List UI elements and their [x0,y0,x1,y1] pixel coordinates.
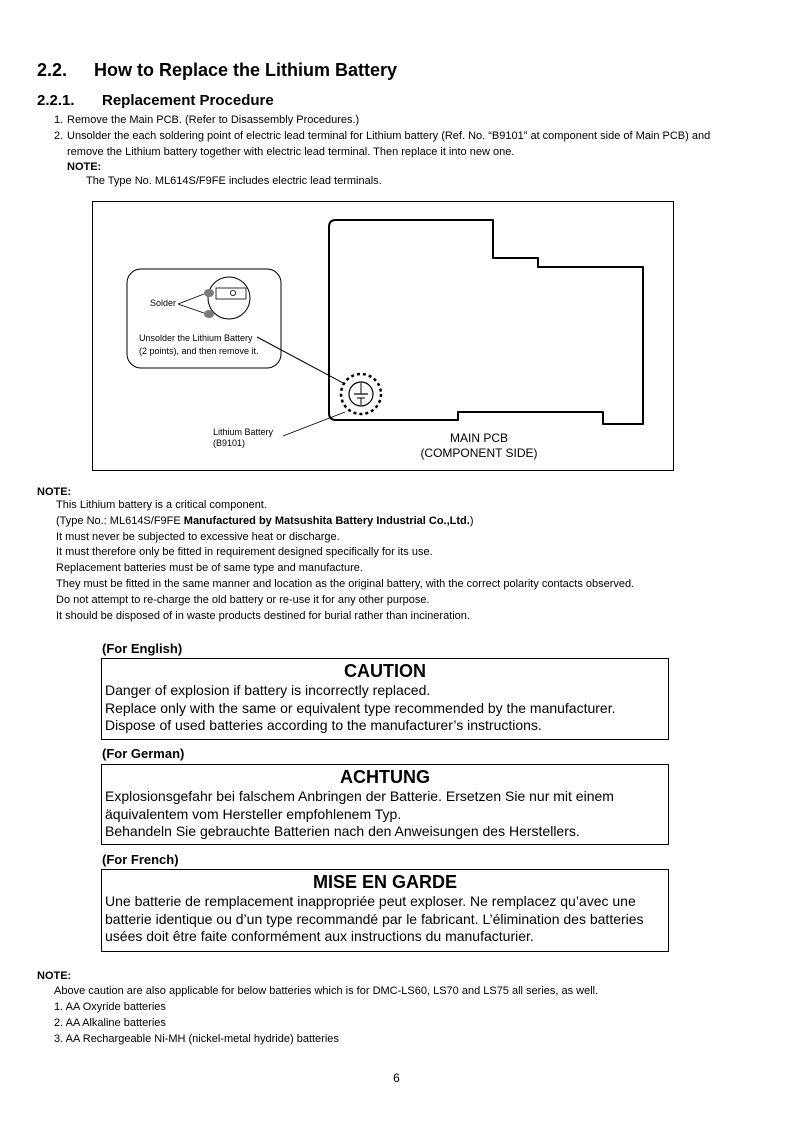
battery-note-line: This Lithium battery is a critical component. [56,499,267,511]
caution-line: äquivalentem vom Hersteller empfohlenem Typ. [105,805,402,822]
caution-line: Explosionsgefahr bei falschem Anbringen der Batterie. Ersetzen Sie nur mit einem [105,788,614,804]
battery-label-line-1: Lithium Battery [213,427,274,437]
caution-line: Dispose of used batteries according to the manufacturer’s instructions. [105,717,542,733]
battery-location-figure [92,201,674,471]
caution-line: batterie identique ou d’un type recommandé par le fabricant. L’élimination des batteries [105,910,644,927]
step-text: Remove the Main PCB. (Refer to Disassembly Procedures.) [67,114,360,126]
battery-label-leader [283,412,345,436]
caution-box-french [101,869,669,952]
bottom-note-body [54,983,598,1047]
step-note-label: NOTE: [67,161,102,173]
solder-point-upper [204,289,214,297]
battery-note-body [56,498,634,624]
battery-note-line: It should be disposed of in waste products destined for burial rather than incineration. [56,609,470,622]
battery-tab [216,288,246,299]
step-2 [54,128,744,160]
step-number: 1. [54,114,64,126]
battery-note-line: It must never be subjected to excessive heat or discharge. [56,530,340,543]
pcb-label-line-1: MAIN PCB [449,431,508,445]
german-label: (For German) [102,746,185,761]
battery-type-item: 1. AA Oxyride batteries [54,1001,166,1013]
pcb-label-line-2: (COMPONENT SIDE) [420,446,538,460]
caution-line: Une batterie de remplacement inappropriée peut exploser. Ne remplacez qu’avec une [105,893,636,909]
subsection-heading [37,92,274,109]
callout-leader [257,337,345,384]
caution-line: Replace only with the same or equivalent type recommended by the manufacturer. [105,699,616,716]
battery-note-label: NOTE: [37,486,72,498]
caution-line: Danger of explosion if battery is incorrectly replaced. [105,682,431,698]
battery-note-line: (Type No.: ML614S/F9FE Manufactured by Matsushita Battery Industrial Co.,Ltd.) [56,514,474,527]
caution-box-english [101,658,669,740]
caution-title-english: CAUTION [344,661,426,681]
section-number: 2.2. [37,60,68,80]
step-text: Unsolder the each soldering point of electric lead terminal for Lithium battery (Ref. No. “B9101” at component side of Main PCB) and remove the Lithium battery together with electric lead terminal. Then replace it into new one. [67,130,711,158]
english-label: (For English) [102,641,183,656]
battery-note-line: It must therefore only be fitted in requirement designed specifically for its use. [56,546,433,559]
step-number: 2. [54,130,64,142]
caution-box-german [101,764,669,845]
caution-title-german: ACHTUNG [340,767,430,787]
battery-note-line: They must be fitted in the same manner and location as the original battery, with the correct polarity contacts observed. [56,577,635,590]
subsection-title: Replacement Procedure [102,92,274,109]
battery-note-line: Replacement batteries must be of same type and manufacture. [56,562,363,575]
caution-line: Behandeln Sie gebrauchte Batterien nach den Anweisungen des Herstellers. [105,823,580,839]
instruction-line-1: Unsolder the Lithium Battery [139,333,253,343]
page-number: 6 [393,1071,400,1085]
section-heading [37,60,397,81]
step-1 [54,112,744,128]
battery-type-item: 3. AA Rechargeable Ni-MH (nickel-metal hydride) batteries [54,1033,339,1045]
caution-line: usées doit être faite conformément aux instructions du manufacturier. [105,928,534,944]
battery-label-line-2: (B9101) [213,438,246,448]
solder-label: Solder [150,298,177,308]
manufacturer-name: Manufactured by Matsushita Battery Industrial Co.,Ltd. [183,514,470,527]
battery-type-item: 2. AA Alkaline batteries [54,1017,166,1029]
bottom-note-intro: Above caution are also applicable for below batteries which is for DMC-LS60, LS70 and LS75 all series, as well. [54,985,599,997]
caution-title-french: MISE EN GARDE [312,872,458,892]
section-title: How to Replace the Lithium Battery [94,60,398,80]
pcb-outline [329,220,643,424]
instruction-line-2: (2 points), and then remove it. [139,346,259,356]
subsection-number: 2.2.1. [37,92,75,109]
solder-point-lower [204,310,214,318]
battery-note-line: Do not attempt to re-charge the old battery or re-use it for any other purpose. [56,593,430,606]
bottom-note-label: NOTE: [37,970,72,982]
step-note-text: The Type No. ML614S/F9FE includes electric lead terminals. [86,175,382,187]
french-label: (For French) [102,852,179,867]
